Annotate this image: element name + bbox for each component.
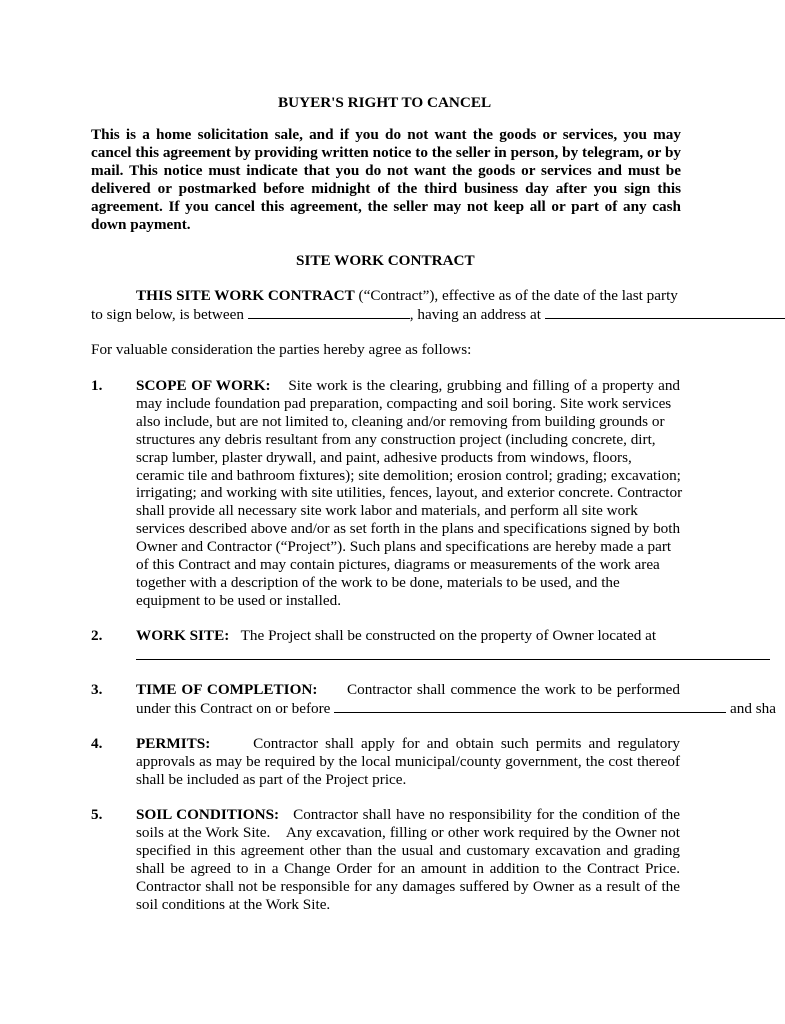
section-line: shall be included as part of the Project price. (136, 770, 407, 788)
contract-intro-line1 (136, 287, 678, 305)
section-heading: SOIL CONDITIONS: (136, 806, 280, 823)
section-time-line2 (136, 699, 776, 718)
section-line: shall provide all necessary site work labor and materials, and perform all site work (136, 502, 638, 520)
section-first-line-text: Site work is the clearing, grubbing and filling of a property and (288, 377, 681, 394)
section-line: soils at the Work Site. Any excavation, filling or other work required by the Owner not (136, 823, 680, 841)
section-number: 1. (91, 377, 103, 394)
intro-text-b: , having an address at (409, 306, 545, 323)
section-heading: PERMITS: (136, 735, 211, 752)
contract-intro-line2 (91, 305, 785, 324)
section-permits (136, 735, 680, 789)
work-site-address-blank[interactable] (136, 659, 770, 660)
section-first-line-text: Contractor shall apply for and obtain such permits and regulatory (253, 735, 680, 752)
time-text-a: under this Contract on or before (136, 700, 335, 717)
consideration-text: For valuable consideration the parties hereby agree as follows: (91, 341, 472, 358)
section-first-line-text: The Project shall be constructed on the property of Owner located at (240, 627, 657, 644)
notice-body (91, 126, 681, 233)
section-line: also include, but are not limited to, cleaning and/or removing from building grounds or (136, 412, 665, 430)
section-line: specified in this agreement other than the usual and customary excavation and grading (136, 841, 680, 859)
section-soil-conditions (136, 806, 680, 913)
notice-line: mail. This notice must indicate that you do not want the goods or services and must be (91, 161, 681, 179)
section-line: ceramic tile and bathroom fixtures); site demolition; erosion control; grading; excavation; (136, 466, 681, 484)
section-first-line-text: Contractor shall have no responsibility for the condition of the (293, 806, 681, 823)
section-first-line (136, 806, 680, 824)
section-line: shall be agreed to in a Change Order for an amount in addition to the Contract Price. (136, 859, 680, 877)
section-first-line (136, 735, 680, 753)
section-heading: SCOPE OF WORK: (136, 377, 271, 394)
section-scope-of-work (136, 377, 683, 610)
notice-line: down payment. (91, 215, 191, 233)
section-line: Owner and Contractor (“Project”). Such plans and specifications are hereby made a part (136, 538, 672, 556)
section-line: equipment to be used or installed. (136, 591, 341, 609)
section-number: 5. (91, 806, 103, 823)
start-date-blank[interactable] (334, 699, 726, 713)
section-number: 4. (91, 735, 103, 752)
party-address-blank[interactable] (545, 305, 785, 319)
section-number: 3. (91, 681, 103, 698)
time-text-b: and sha (726, 700, 777, 717)
notice-title: BUYER'S RIGHT TO CANCEL (278, 94, 492, 111)
section-first-line (136, 377, 680, 395)
section-work-site (136, 627, 656, 645)
section-line: approvals as may be required by the local municipal/county government, the cost thereof (136, 752, 680, 770)
section-line: may include foundation pad preparation, compacting and soil boring. Site work services (136, 394, 672, 412)
section-line: together with a description of the work to be done, materials to be used, and the (136, 573, 620, 591)
section-line: soil conditions at the Work Site. (136, 895, 331, 913)
intro-text-a: to sign below, is between (91, 306, 248, 323)
notice-line: delivered or postmarked before midnight of the third business day after you sign this (91, 179, 681, 197)
notice-line: cancel this agreement by providing written notice to the seller in person, by telegram, or by (91, 143, 681, 161)
section-first-line-text: Contractor shall commence the work to be performed (346, 681, 681, 698)
section-heading: WORK SITE: (136, 627, 230, 644)
contract-intro-rest: (“Contract”), effective as of the date of the last party (354, 287, 678, 304)
section-number: 2. (91, 627, 103, 644)
section-line: irrigating; and working with site utilities, fences, layout, and exterior concrete. Contractor (136, 484, 683, 502)
contract-intro-bold: THIS SITE WORK CONTRACT (136, 287, 355, 304)
section-line: structures any debris resultant from any construction project (including concrete, dirt, (136, 430, 656, 448)
notice-line: This is a home solicitation sale, and if you do not want the goods or services, you may (91, 126, 681, 143)
party-name-blank[interactable] (248, 305, 410, 319)
section-time-of-completion (136, 681, 680, 699)
section-first-line (136, 681, 680, 699)
contract-title: SITE WORK CONTRACT (296, 252, 475, 269)
notice-line: agreement. If you cancel this agreement, the seller may not keep all or part of any cash (91, 197, 681, 215)
section-line: Contractor shall not be responsible for any damages suffered by Owner as a result of the (136, 877, 680, 895)
section-line: scrap lumber, plaster drywall, and paint, adhesive products from windows, floors, (136, 448, 632, 466)
section-heading: TIME OF COMPLETION: (136, 681, 318, 698)
section-line: services described above and/or as set forth in the plans and specifications signed by both (136, 520, 681, 538)
section-line: of this Contract and may contain pictures, diagrams or measurements of the work area (136, 556, 660, 574)
